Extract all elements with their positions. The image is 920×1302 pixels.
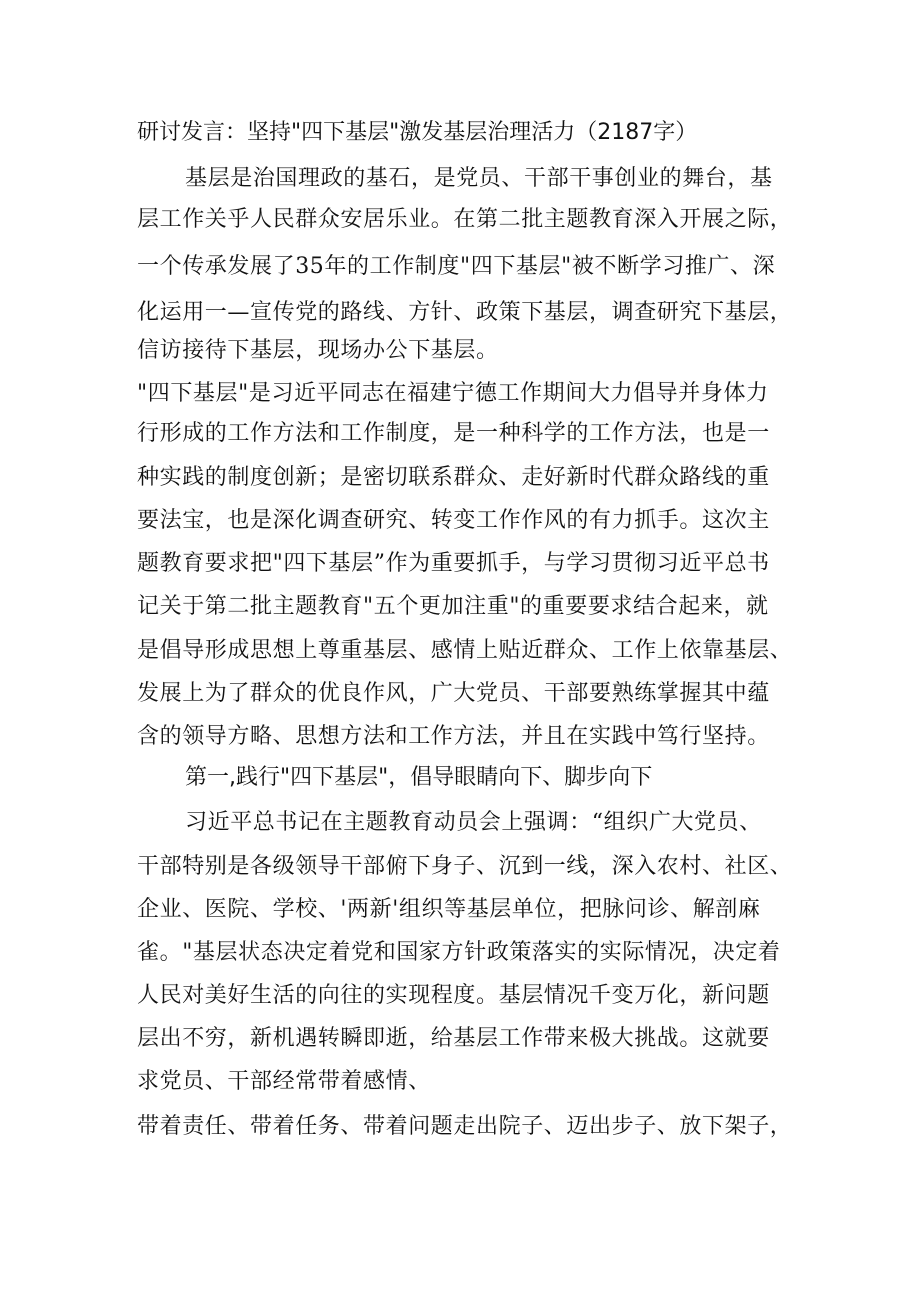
paragraph-line: 信访接待下基层，现场办公下基层。	[137, 338, 499, 363]
paragraph-line: 题教育要求把"四下基层”作为重要抓手，与学习贯彻习近平总书	[137, 551, 770, 576]
paragraph-line: 含的领导方略、思想方法和工作方法，并且在实践中笃行坚持。	[137, 724, 770, 749]
paragraph-line: 一个传承发展了35年的工作制度"四下基层"被不断学习推广、深	[137, 254, 776, 279]
paragraph-line: 发展上为了群众的优良作风，广大党员、干部要熟练掌握其中蕴	[137, 681, 770, 706]
section-heading: 第一,践行"四下基层"，倡导眼睛向下、脚步向下	[185, 765, 653, 790]
paragraph-line: 层出不穷，新机遇转瞬即逝，给基层工作带来极大挑战。这就要	[137, 1026, 770, 1051]
paragraph-line: 人民对美好生活的向往的实现程度。基层情况千变万化，新问题	[137, 983, 770, 1008]
paragraph-line: 种实践的制度创新；是密切联系群众、走好新时代群众路线的重	[137, 465, 770, 490]
paragraph-line: 带着责任、带着任务、带着问题走出院子、迈出步子、放下架子，	[137, 1114, 793, 1139]
paragraph-line: 要法宝，也是深化调查研究、转变工作作风的有力抓手。这次主	[137, 508, 770, 533]
paragraph-line: 是倡导形成思想上尊重基层、感情上贴近群众、工作上依靠基层、	[137, 638, 793, 663]
paragraph-line: 求党员、干部经常带着感情、	[137, 1069, 431, 1094]
paragraph-line: 雀。"基层状态决定着党和国家方针政策落实的实际情况，决定着	[137, 940, 781, 965]
paragraph-line: 行形成的工作方法和工作制度，是一种科学的工作方法，也是一	[137, 421, 770, 446]
paragraph-line: 基层是治国理政的基石，是党员、干部干事创业的舞台，基	[185, 166, 773, 191]
paragraph-line: 干部特别是各级领导干部俯下身子、沉到一线，深入农村、社区、	[137, 854, 793, 879]
paragraph-line: 习近平总书记在主题教育动员会上强调：“组织广大党员、	[185, 810, 762, 835]
paragraph-line: "四下基层"是习近平同志在福建宁德工作期间大力倡导并身体力	[137, 381, 769, 406]
paragraph-line: 层工作关乎人民群众安居乐业。在第二批主题教育深入开展之际，	[137, 207, 793, 232]
document-title: 研讨发言：坚持"四下基层"激发基层治理活力（2187字）	[137, 120, 698, 145]
paragraph-line: 化运用一—宣传党的路线、方针、政策下基层，调查研究下基层，	[137, 300, 793, 325]
paragraph-line: 企业、医院、学校、'两新'组织等基层单位，把脉问诊、解剖麻	[137, 897, 761, 922]
paragraph-line: 记关于第二批主题教育"五个更加注重"的重要要求结合起来，就	[137, 594, 769, 619]
